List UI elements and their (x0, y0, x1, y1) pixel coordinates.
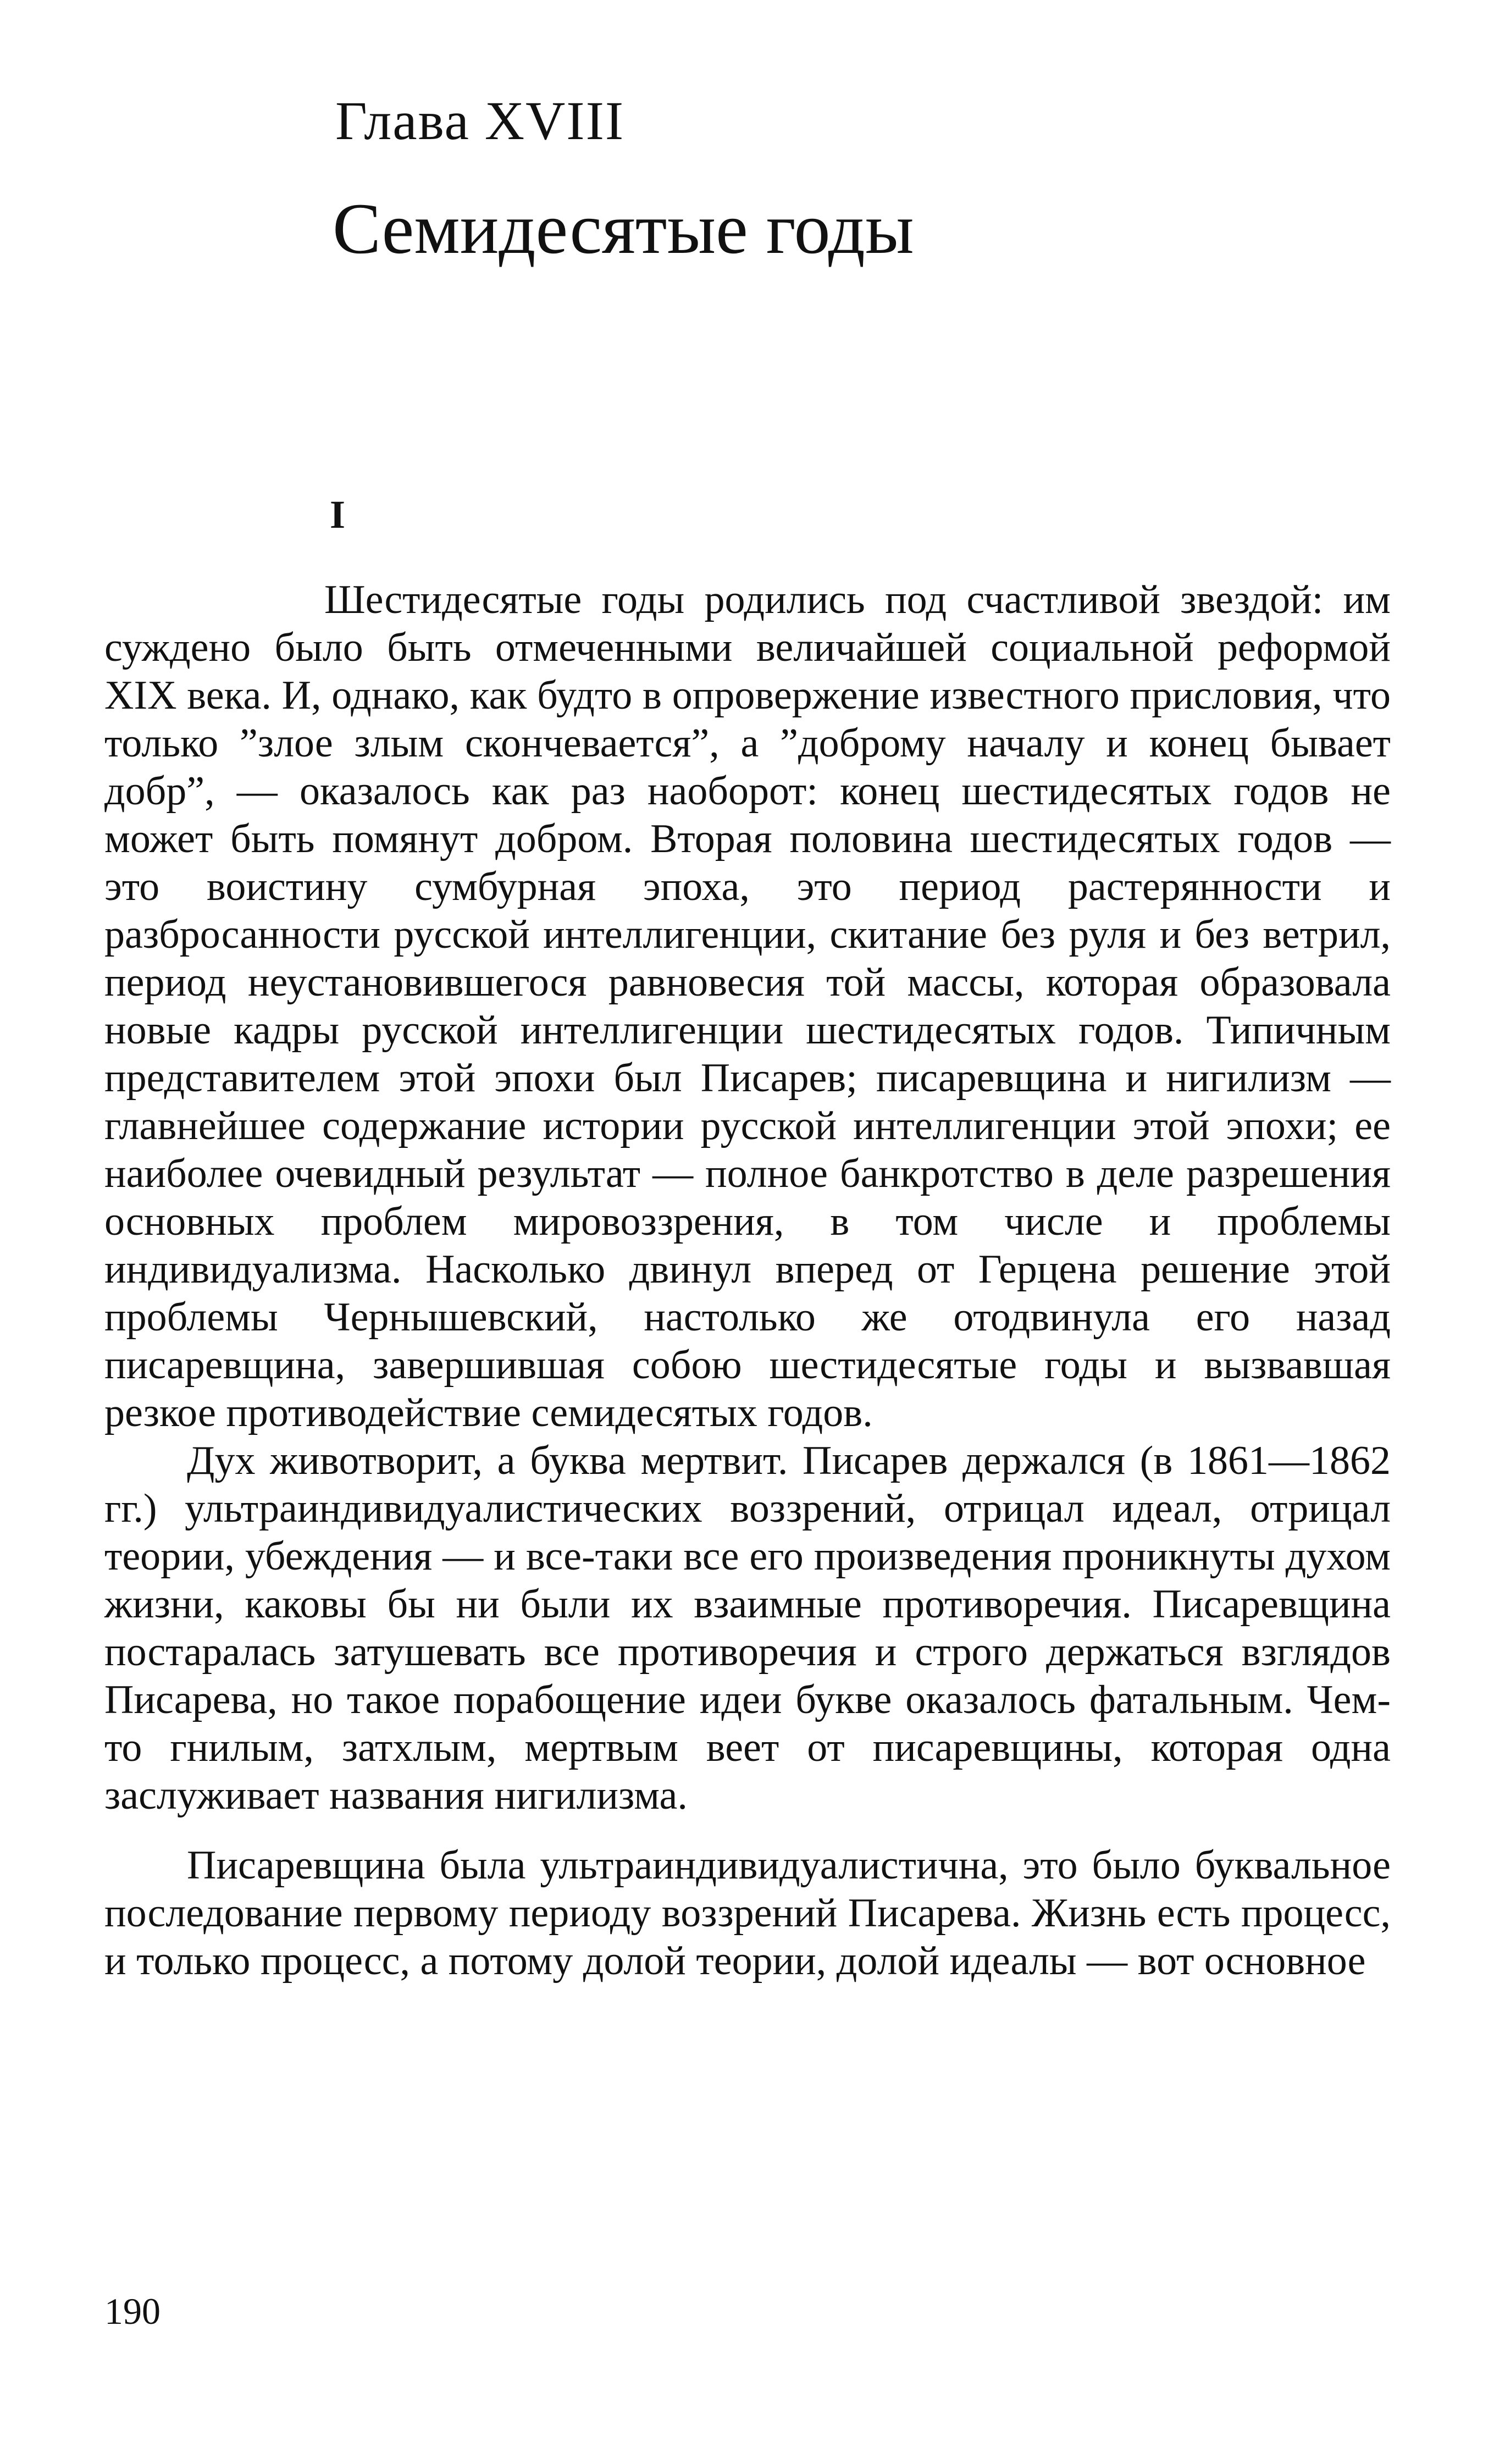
page-number: 190 (104, 2290, 161, 2332)
paragraph: Дух животворит, а буква мертвит. Писарев держался (в 1861—1862 гг.) ультраиндивидуалистических воззрений, отрицал идеал, отрицал теории, убеждения — и все-таки все его произведения проникнуты духом жизни, каковы бы ни были их взаимные противоречия. Писаревщина постаралась затушевать все противоречия и строго держаться взглядов Писарева, но такое порабощение идеи букве оказалось фатальным. Чем-то гнилым, затхлым, мертвым веет от писаревщины, которая одна заслуживает названия нигилизма. (104, 1438, 1391, 1818)
body-text (104, 576, 1391, 1985)
paragraph: Шестидесятые годы родились под счастливой звездой: им суждено было быть отмеченными величайшей социальной реформой XIX века. И, однако, как будто в опровержение известного присловия, что только ”злое злым скончевается”, а ”доброму началу и конец бывает добр”, — оказалось как раз наоборот: конец шестидесятых годов не может быть помянут добром. Вторая половина шестидесятых годов — это воистину сумбурная эпоха, это период растерянности и разбросанности русской интеллигенции, скитание без руля и без ветрил, период неустановившегося равновесия той массы, которая образовала новые кадры русской интеллигенции шестидесятых годов. Типичным представителем этой эпохи был Писарев; писаревщина и нигилизм — главнейшее содержание истории русской интеллигенции этой эпохи; ее наиболее очевидный результат — полное банкротство в деле разрешения основных проблем мировоззрения, в том числе и проблемы индивидуализма. Насколько двинул вперед от Герцена решение этой проблемы Чернышевский, настолько же отодвинула его назад писаревщина, завершившая собою шестидесятые годы и вызвавшая резкое противодействие семидесятых годов. (104, 577, 1391, 1435)
paragraph: Писаревщина была ультраиндивидуалистична, это было буквальное последование первому периоду воззрений Писарева. Жизнь есть процесс, и только процесс, а потому долой теории, долой идеалы — вот основное (104, 1843, 1391, 1984)
chapter-title: Семидесятые годы (333, 188, 914, 269)
section-number: I (330, 493, 346, 537)
chapter-label: Глава XVIII (335, 90, 625, 151)
